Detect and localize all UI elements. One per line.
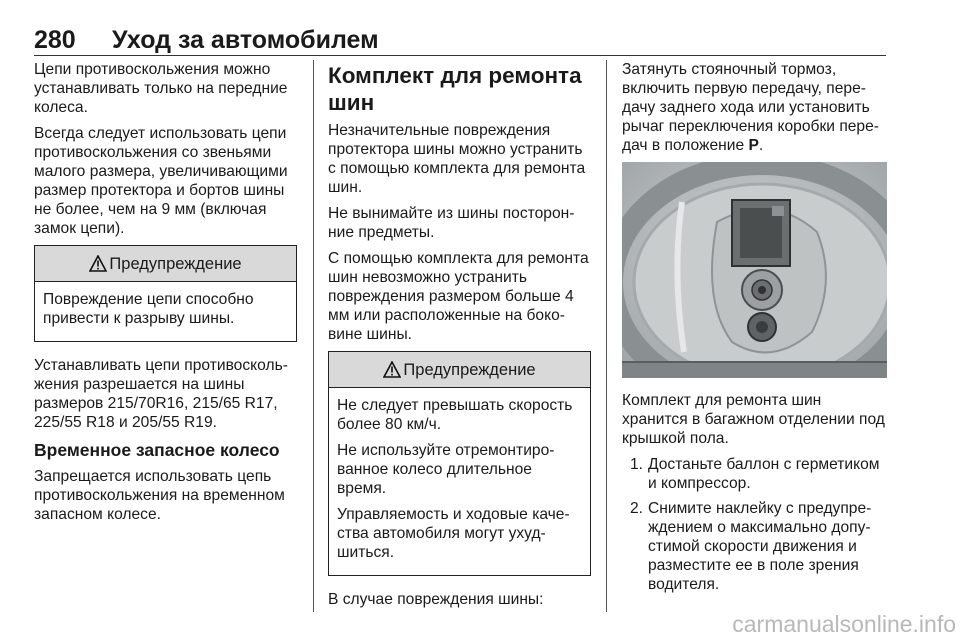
paragraph-kit-limits: С помощью комплекта для ремонта шин невозможно устранить повреждения размером больше 4 мм или расположенные на боко-вине шины. bbox=[328, 250, 589, 343]
column-divider-2 bbox=[606, 60, 607, 612]
warning-triangle-icon bbox=[383, 355, 401, 391]
warning-title: Предупреждение bbox=[403, 361, 536, 379]
step-number: 2. bbox=[630, 500, 644, 517]
heading-repair-kit: Комплект для ремонта шин bbox=[328, 63, 582, 115]
warning-header bbox=[329, 352, 590, 388]
paragraph-front-wheels: Цепи противоскольжения можно устанавливать только на передние колеса. bbox=[34, 61, 288, 116]
steps-list bbox=[622, 455, 887, 594]
parking-brake-end: . bbox=[758, 137, 764, 154]
page-number: 280 bbox=[34, 26, 76, 54]
watermark-link[interactable]: carmanualsonline.info bbox=[732, 611, 956, 637]
parking-brake-text: Затянуть стояночный тормоз, включить первую передачу, пере-дачу заднего хода или установить рычаг переключения коробки пере-дач в положение bbox=[622, 61, 879, 154]
warning-box-speed bbox=[328, 351, 591, 576]
paragraph-foreign-objects: Не вынимайте из шины посторон-ние предметы. bbox=[328, 205, 575, 241]
paragraph-parking-brake bbox=[622, 60, 887, 155]
paragraph-chain-size: Всегда следует использовать цепи противоскольжения со звеньями малого размера, увеличивающими размер протектора и бортов шины не более, чем на 9 мм (включая замок цепи). bbox=[34, 125, 288, 237]
step-text: Снимите наклейку с предупре-ждением о максимально допу-стимой скорости движения и разместите ее в поле зрения водителя. bbox=[648, 500, 872, 593]
column-divider-1 bbox=[313, 60, 314, 612]
warning-text-speed: Не следует превышать скорость более 80 км/ч. bbox=[337, 397, 573, 433]
step-number: 1. bbox=[630, 456, 644, 473]
column-3 bbox=[622, 60, 887, 600]
list-item bbox=[622, 455, 887, 493]
warning-title: Предупреждение bbox=[109, 255, 242, 273]
heading-spare-wheel: Временное запасное колесо bbox=[34, 440, 280, 460]
column-2 bbox=[328, 60, 591, 616]
paragraph-spare-wheel: Запрещается использовать цепь противоскольжения на временном запасном колесе. bbox=[34, 468, 285, 523]
trunk-repair-kit-photo bbox=[622, 162, 887, 378]
warning-triangle-icon bbox=[89, 249, 107, 285]
list-item bbox=[622, 499, 887, 594]
column-1 bbox=[34, 60, 297, 531]
gear-position-p: P bbox=[748, 137, 759, 154]
warning-header bbox=[35, 246, 296, 282]
paragraph-if-damaged: В случае повреждения шины: bbox=[328, 591, 544, 608]
paragraph-tire-sizes: Устанавливать цепи противосколь-жения разрешается на шины размеров 215/70R16, 215/65 R17, 225/55 R18 и 205/55 R19. bbox=[34, 357, 288, 431]
paragraph-minor-damage: Незначительные повреждения протектора шины можно устранить с помощью комплекта для ремонта шин. bbox=[328, 122, 586, 196]
page-header bbox=[34, 22, 886, 56]
warning-text-handling: Управляемость и ходовые каче-ства автомобиля могут ухуд-шиться. bbox=[337, 506, 570, 561]
chapter-title: Уход за автомобилем bbox=[112, 26, 379, 54]
warning-text: Повреждение цепи способно привести к разрыву шины. bbox=[43, 291, 254, 327]
step-text: Достаньте баллон с герметиком и компрессор. bbox=[648, 456, 880, 492]
warning-box-chain bbox=[34, 245, 297, 342]
warning-text-duration: Не используйте отремонтиро-ванное колесо длительное время. bbox=[337, 442, 555, 497]
paragraph-kit-location: Комплект для ремонта шин хранится в багажном отделении под крышкой пола. bbox=[622, 392, 885, 447]
